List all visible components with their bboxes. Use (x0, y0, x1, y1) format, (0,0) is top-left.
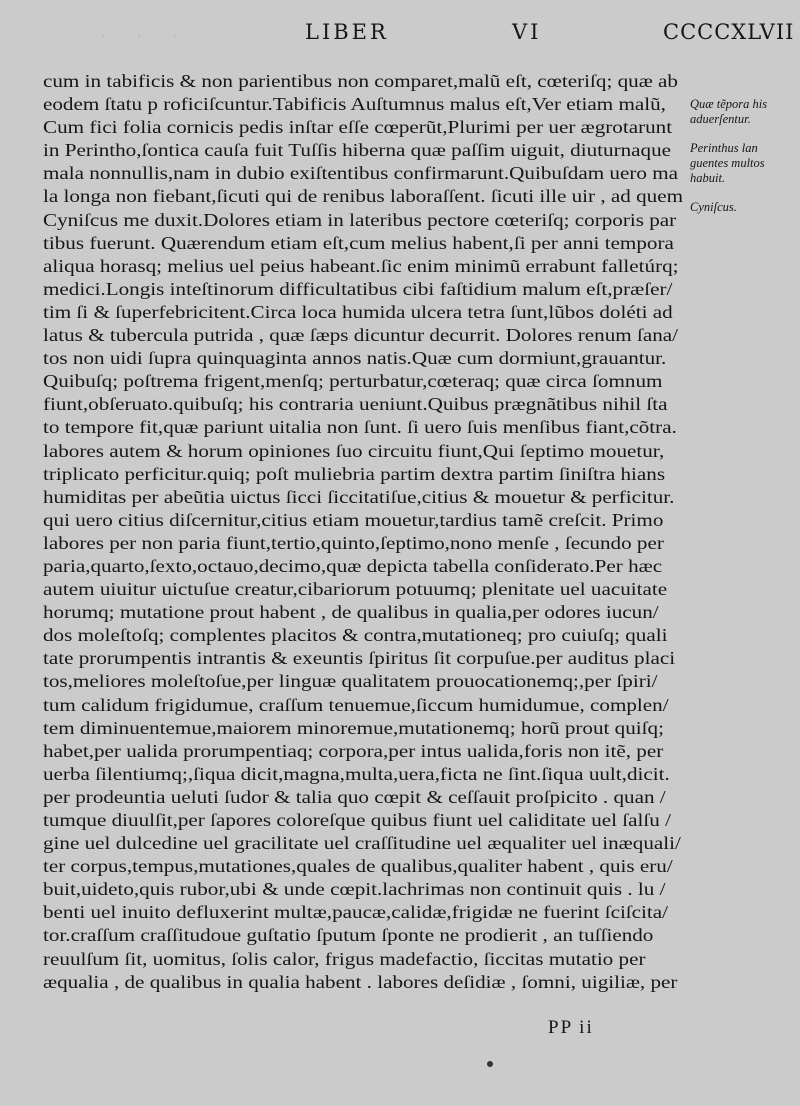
text-line: to tempore fit,quæ pariunt uitalia non ſunt. ſi uero ſuis menſibus fiant,cõtra. (43, 417, 677, 438)
text-line: æqualia , de qualibus in qualia habent . labores deſidiæ , ſomni, uigiliæ, per (43, 971, 678, 992)
text-line: labores autem & horum opiniones ſuo circuitu fiunt,Qui ſeptimo mouetur, (43, 440, 665, 461)
text-line: per prodeuntia ueluti ſudor & talia quo cœpit & ceſſauit proſpicito . quan / (43, 786, 666, 807)
text-line: la longa non fiebant,ſicuti qui de renibus laboraſſent. ſicuti ille uir , ad quem (43, 186, 683, 207)
page-dot-mark (487, 1061, 493, 1067)
main-text-block (43, 70, 683, 994)
text-line: tem diminuentemue,maiorem minoremue,mutationemq; horũ prout quiſq; (43, 717, 664, 738)
text-line: tos,meliores moleſtoſue,per linguæ qualitatem prouocationemq;,per ſpiri/ (43, 671, 658, 692)
text-line: qui uero citius diſcernitur,citius etiam mouetur,tardius tamẽ creſcit. Primo (43, 509, 664, 530)
text-line: latus & tubercula putrida , quæ ſæps dicuntur decurrit. Dolores renum ſana/ (43, 325, 678, 346)
text-line: tumque diuulſit,per ſapores coloreſque quibus fiunt uel caliditate uel ſalſu / (43, 810, 671, 830)
header-book-number: VI (512, 20, 542, 44)
text-line: dos moleſtoſq; complentes placitos & contra,mutationeq; pro cuiuſq; quali (43, 625, 668, 646)
text-line: habet,per ualida prorumpentiaq; corpora,per intus ualida,foris non itẽ, per (43, 740, 664, 761)
text-line: mala nonnullis,nam in dubio exiſtentibus confirmarunt.Quibuſdam uero ma (43, 163, 679, 184)
text-line: Cum fici folia cornicis pedis inſtar eſſe cœperũt,Plurimi per uer ægrotarunt (43, 117, 673, 138)
text-line: reuulſum ſit, uomitus, ſolis calor, frigus madefactio, ſiccitas mutatio per (43, 948, 646, 969)
text-line: uerba ſilentiumq;,ſiqua dicit,magna,multa,uera,ficta ne ſint.ſiqua uult,dicit. (43, 763, 670, 784)
margin-note-cyniscus: Cyniſcus. (690, 200, 737, 214)
text-line: gine uel dulcedine uel gracilitate uel craſſitudine uel æqualiter uel inæquali/ (43, 833, 681, 854)
text-line: Cyniſcus me duxit.Dolores etiam in lateribus pectore cœteriſq; corporis par (43, 209, 677, 230)
text-line: Quibuſq; poſtrema frigent,menſq; perturbatur,cœteraq; quæ circa ſomnum (43, 371, 663, 392)
text-line: labores per non paria fiunt,tertio,quinto,ſeptimo,nono menſe , ſecundo per (43, 532, 664, 553)
text-line: tate prorumpentis intrantis & exeuntis ſpiritus ſit corpuſue.per auditus placi (43, 648, 676, 669)
text-line: fiunt,obſeruato.quibuſq; his contraria ueniunt.Quibus prægnãtibus nihil ſta (43, 394, 668, 415)
text-line: tim ſi & ſuperfebricitent.Circa loca humida ulcera tetra ſunt,lũbos doléti ad (43, 301, 673, 322)
text-line: tos non uidi ſupra quinquaginta annos natis.Quæ cum dormiunt,grauantur. (43, 348, 667, 369)
text-line: benti uel inuito defluxerint multæ,paucæ,calidæ,frigidæ ne fuerint ſciſcita/ (43, 902, 669, 923)
folio-number: CCCCXLVII (663, 20, 795, 44)
text-line: paria,quarto,ſexto,octauo,decimo,quæ depicta tabella conſiderato.Per hæc (43, 555, 663, 576)
text-line: tor.craſſum craſſitudoue guſtatio ſputum ſponte ne prodierit , an tuſſiendo (43, 925, 654, 946)
text-line: humiditas per abeũtia uictus ſicci ſiccitatiſue,citius & mouetur & perficitur. (43, 486, 675, 507)
text-line: autem uiuitur uictuſue creatur,cibariorum potuumq; plenitate uel uacuitate (43, 579, 668, 600)
margin-note-perinthus: Perinthus lan guentes multos habuit. (690, 141, 765, 185)
text-line: in Perintho,ſontica cauſa fuit Tuſſis hiberna quæ paſſim uiguit, diuturnaque (43, 140, 672, 161)
text-line: cum in tabificis & non parientibus non comparet,malũ eſt, cœteriſq; quæ ab (43, 71, 678, 91)
header-book-label: LIBER (305, 20, 389, 44)
text-line: tibus fuerunt. Quærendum etiam eſt,cum melius habent,ſi per anni tempora (43, 232, 674, 253)
text-line: medici.Longis inteſtinorum difficultatibus cibi faſtidium malum eſt,præſer/ (43, 278, 673, 299)
margin-note-tempora: Quæ tẽpora his aduerſentur. (690, 97, 768, 126)
text-line: horumq; mutatione prout habent , de qualibus in qualia,per odores iucun/ (43, 602, 659, 623)
bleed-through-text: · · · (100, 26, 190, 48)
running-header (0, 20, 800, 54)
text-line: ter corpus,tempus,mutationes,quales de qualibus,qualiter habent , quis eru/ (43, 856, 673, 877)
text-line: buit,uideto,quis rubor,ubi & unde cœpit.lachrimas non continuit quis . lu / (43, 879, 666, 900)
signature-mark: PP ii (548, 1017, 594, 1038)
text-line: eodem ſtatu p roficiſcuntur.Tabificis Auſtumnus malus eſt,Ver etiam malũ, (43, 94, 666, 115)
text-line: tum calidum frigidumue, craſſum tenuemue,ſiccum humidumue, complen/ (43, 694, 669, 715)
text-line: aliqua horasq; melius uel peius habeant.ſic enim minimũ errabunt falletúrq; (43, 255, 679, 276)
text-line: triplicato perficitur.quiq; poſt muliebria partim dextra partim ſiniſtra hians (43, 463, 666, 484)
margin-notes (690, 97, 798, 229)
